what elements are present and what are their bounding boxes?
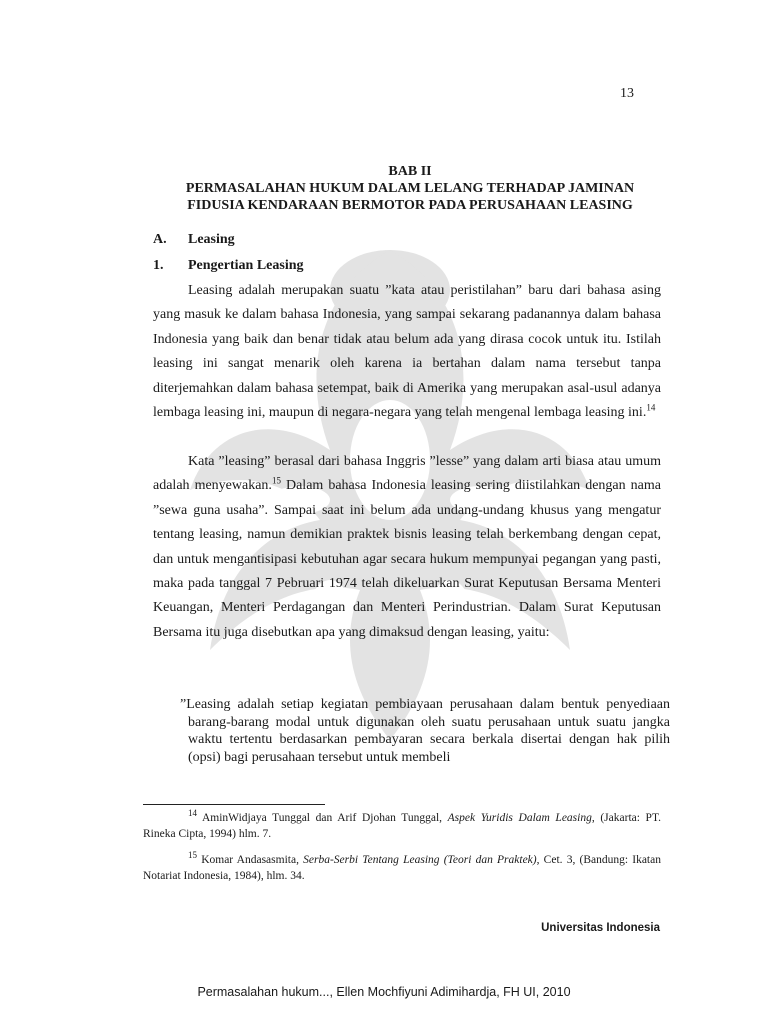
section-number: A. (153, 232, 167, 247)
footnote-14-number: 14 (188, 808, 197, 819)
section-heading (153, 232, 235, 248)
footnote-14-text-before: AminWidjaya Tunggal dan Arif Djohan Tunggal, (197, 812, 448, 824)
paragraph-leasing-origin (153, 450, 661, 645)
section-title: Leasing (188, 232, 235, 247)
footnote-15-text-before: Komar Andasasmita, (197, 854, 304, 866)
paragraph-1-text: Leasing adalah merupakan suatu ”kata atau peristilahan” baru dari bahasa asing yang masuk ke dalam bahasa Indonesia, yang sampai sekarang padanannya dalam bahasa Indonesia yang baik dan benar tidak atau belum ada yang dirasa cocok untuk itu. Istilah leasing ini sangat menarik oleh karena ia bertahan dalam nama tersebut tanpa diterjemahkan dalam bahasa setempat, baik di Amerika yang merupakan asal-usul adanya lembaga leasing ini, maupun di negara-negara yang telah mengenal lembaga leasing ini. (153, 283, 661, 421)
block-quote: ”Leasing adalah setiap kegiatan pembiayaan perusahaan dalam bentuk penyediaan barang-barang modal untuk digunakan oleh suatu perusahaan untuk suatu jangka waktu tertentu berdasarkan pembayaran secara berkala disertai dengan hak pilih (opsi) bagi perusahaan tersebut untuk membeli (180, 697, 670, 765)
footnote-15-text-after: , Cet. 3, (Bandung: Ikatan Notariat Indonesia, 1984), hlm. 34. (143, 854, 661, 882)
page-footer: Permasalahan hukum..., Ellen Mochfiyuni Adimihardja, FH UI, 2010 (197, 985, 571, 999)
chapter-heading (150, 163, 670, 214)
footnote-14-title: Aspek Yuridis Dalam Leasing (447, 812, 592, 824)
page-number: 13 (620, 86, 634, 101)
paragraph-2-text-a: Kata ”leasing” berasal dari bahasa Inggris ”lesse” yang dalam arti biasa atau umum adalah menyewakan. (153, 454, 661, 494)
subsection-title: Pengertian Leasing (188, 258, 304, 273)
university-name: Universitas Indonesia (541, 922, 660, 934)
subsection-number: 1. (153, 258, 164, 273)
footnote-15-number: 15 (188, 850, 197, 861)
chapter-label: BAB II (388, 164, 432, 179)
paragraph-leasing-definition (153, 279, 661, 425)
footnote-ref-15: 15 (271, 475, 281, 486)
chapter-title-line-2: FIDUSIA KENDARAAN BERMOTOR PADA PERUSAHAAN LEASING (187, 198, 633, 213)
footnote-separator (143, 804, 325, 805)
footnote-15 (143, 852, 661, 884)
footnote-14-text-after: , (Jakarta: PT. Rineka Cipta, 1994) hlm. 7. (143, 812, 661, 840)
chapter-title-line-1: PERMASALAHAN HUKUM DALAM LELANG TERHADAP JAMINAN (185, 181, 635, 196)
subsection-heading (153, 258, 304, 274)
footnote-15-title: Serba-Serbi Tentang Leasing (Teori dan Praktek) (303, 854, 537, 866)
footnote-14 (143, 810, 661, 842)
footnote-ref-14: 14 (646, 402, 656, 413)
paragraph-2-text-b: Dalam bahasa Indonesia leasing sering diistilahkan dengan nama ”sewa guna usaha”. Sampai saat ini belum ada undang-undang khusus yang mengatur tentang leasing, namun demikian praktek bisnis leasing telah berkembang dengan cepat, dan untuk mengantisipasi kebutuhan agar secara hukum mempunyai pegangan yang pasti, maka pada tanggal 7 Pebruari 1974 telah dikeluarkan Surat Keputusan Bersama Menteri Keuangan, Menteri Perdagangan dan Menteri Perindustrian. Dalam Surat Keputusan Bersama itu juga disebutkan apa yang dimaksud dengan leasing, yaitu: (153, 478, 662, 640)
